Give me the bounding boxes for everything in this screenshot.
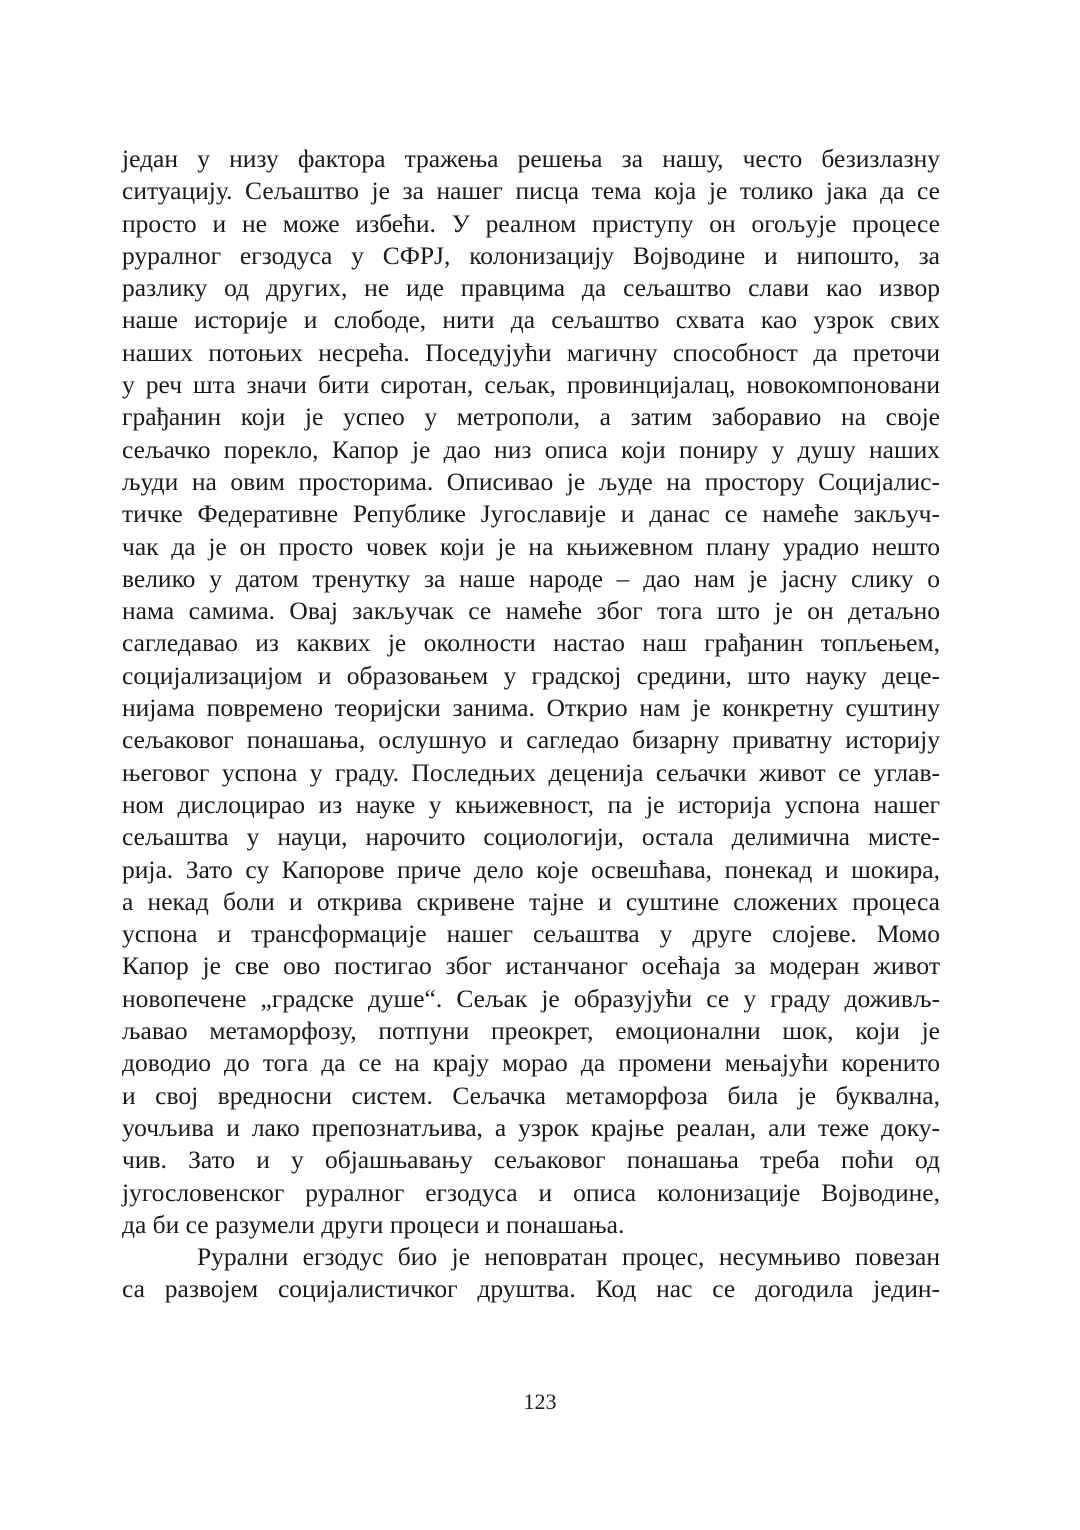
paragraph-1-line: доводио до тога да се на крају морао да промени мењајући коренито <box>122 1048 940 1078</box>
paragraph-1-line: сељачко порекло, Капор је дао низ описа који понирy у душу наших <box>122 434 940 464</box>
paragraph-1-line: један у низу фактора тражења решења за нашу, често безизлазну <box>122 144 940 173</box>
paragraph-1-line: чак да је он просто човек који је на књижевном плану урадио нешто <box>122 531 940 561</box>
paragraph-1-line: и свој вредносни систем. Сељачка метаморфоза била је буквална, <box>122 1080 940 1110</box>
paragraph-1-line: тичке Федеративне Републике Југославије и данас се намеће закључ- <box>122 499 940 529</box>
paragraph-2-line: Рурални егзодус био је неповратан процес, несумњиво повезан <box>197 1242 940 1272</box>
paragraph-1-line: његовог успона у граду. Последњих деценија сељачки живот се углав- <box>122 757 940 787</box>
body-text <box>122 143 940 1306</box>
paragraph-1-line: сагледавао из каквих је околности настао наш грађанин топљењем, <box>122 628 940 658</box>
paragraph-1-line: Капор је све ово постигао због истанчаног осећаја за модеран живот <box>122 951 940 981</box>
paragraph-1-line: чив. Зато и у објашњавању сељаковог понашања треба поћи од <box>122 1145 940 1175</box>
paragraph-1-line: наших потоњих несрећа. Поседујући магичну способност да преточи <box>122 337 940 367</box>
paragraph-1-line: грађанин који је успео у метрополи, а затим заборавио на своје <box>122 402 940 432</box>
paragraph-2-line: са развојем социјалистичког друштва. Код нас се догодила једин- <box>122 1274 940 1304</box>
paragraph-1-line: наше историје и слободе, нити да сељаштво схвата као узрок свих <box>122 305 940 335</box>
paragraph-1-line: сељаштва у науци, нарочито социологији, остала делимична мисте- <box>122 822 940 852</box>
paragraph-1-line: велико у датом тренутку за наше народе – дао нам је јасну слику о <box>122 563 940 593</box>
paragraph-1-line: разлику од других, не иде правцима да сељаштво слави као извор <box>122 273 940 303</box>
paragraph-1-line: ситуацију. Сељаштво је за нашег писца тема која је толико јака да се <box>122 176 940 206</box>
paragraph-1-line: новопечене „градске душе“. Сељак је образујући се у граду доживљ- <box>122 983 940 1013</box>
paragraph-1-line: сељаковог понашања, ослушнуо и сагледао бизарну приватну историју <box>122 725 940 755</box>
paragraph-1-line: а некад боли и открива скривене тајне и суштине сложених процеса <box>122 886 940 916</box>
paragraph-1-line: нама самима. Овај закључак се намеће због тога што је он детаљно <box>122 596 940 626</box>
paragraph-1-line: социјализацијом и образовањем у градској средини, што науку деце- <box>122 660 940 690</box>
paragraph-1-line: љавао метаморфозу, потпуни преокрет, емоционални шок, који је <box>122 1016 940 1046</box>
paragraph-1-line: рија. Зато су Капорове приче дело које освешћава, понекад и шокира, <box>122 854 940 884</box>
page-number: 123 <box>523 1389 557 1414</box>
paragraph-1-line: успона и трансформације нашег сељаштва у друге слојеве. Момо <box>122 919 940 949</box>
paragraph-1-line: просто и не може избећи. У реалном приступу он огољује процесе <box>122 208 940 238</box>
paragraph-1-line: људи на овим просторима. Описивао је људе на простору Социјалис- <box>122 466 940 496</box>
paragraph-1-line: ном дислоцирао из науке у књижевност, па је историја успона нашег <box>122 789 940 819</box>
paragraph-1-line: у реч шта значи бити сиротан, сељак, провинцијалац, новокомпоновани <box>122 370 940 400</box>
paragraph-1-line: југословенског руралног егзодуса и описа колонизације Војводине, <box>122 1177 940 1207</box>
paragraph-1-line: да би се разумели други процеси и понашања. <box>122 1209 625 1239</box>
paragraph-1-line: нијама повремено теоријски занима. Открио нам је конкретну суштину <box>122 693 940 723</box>
paragraph-1-line: уочљива и лако препознатљива, а узрок крајње реалан, али теже доку- <box>122 1112 940 1142</box>
paragraph-1-line: руралног егзодуса у СФРЈ, колонизацију Војводине и нипошто, за <box>122 240 940 270</box>
